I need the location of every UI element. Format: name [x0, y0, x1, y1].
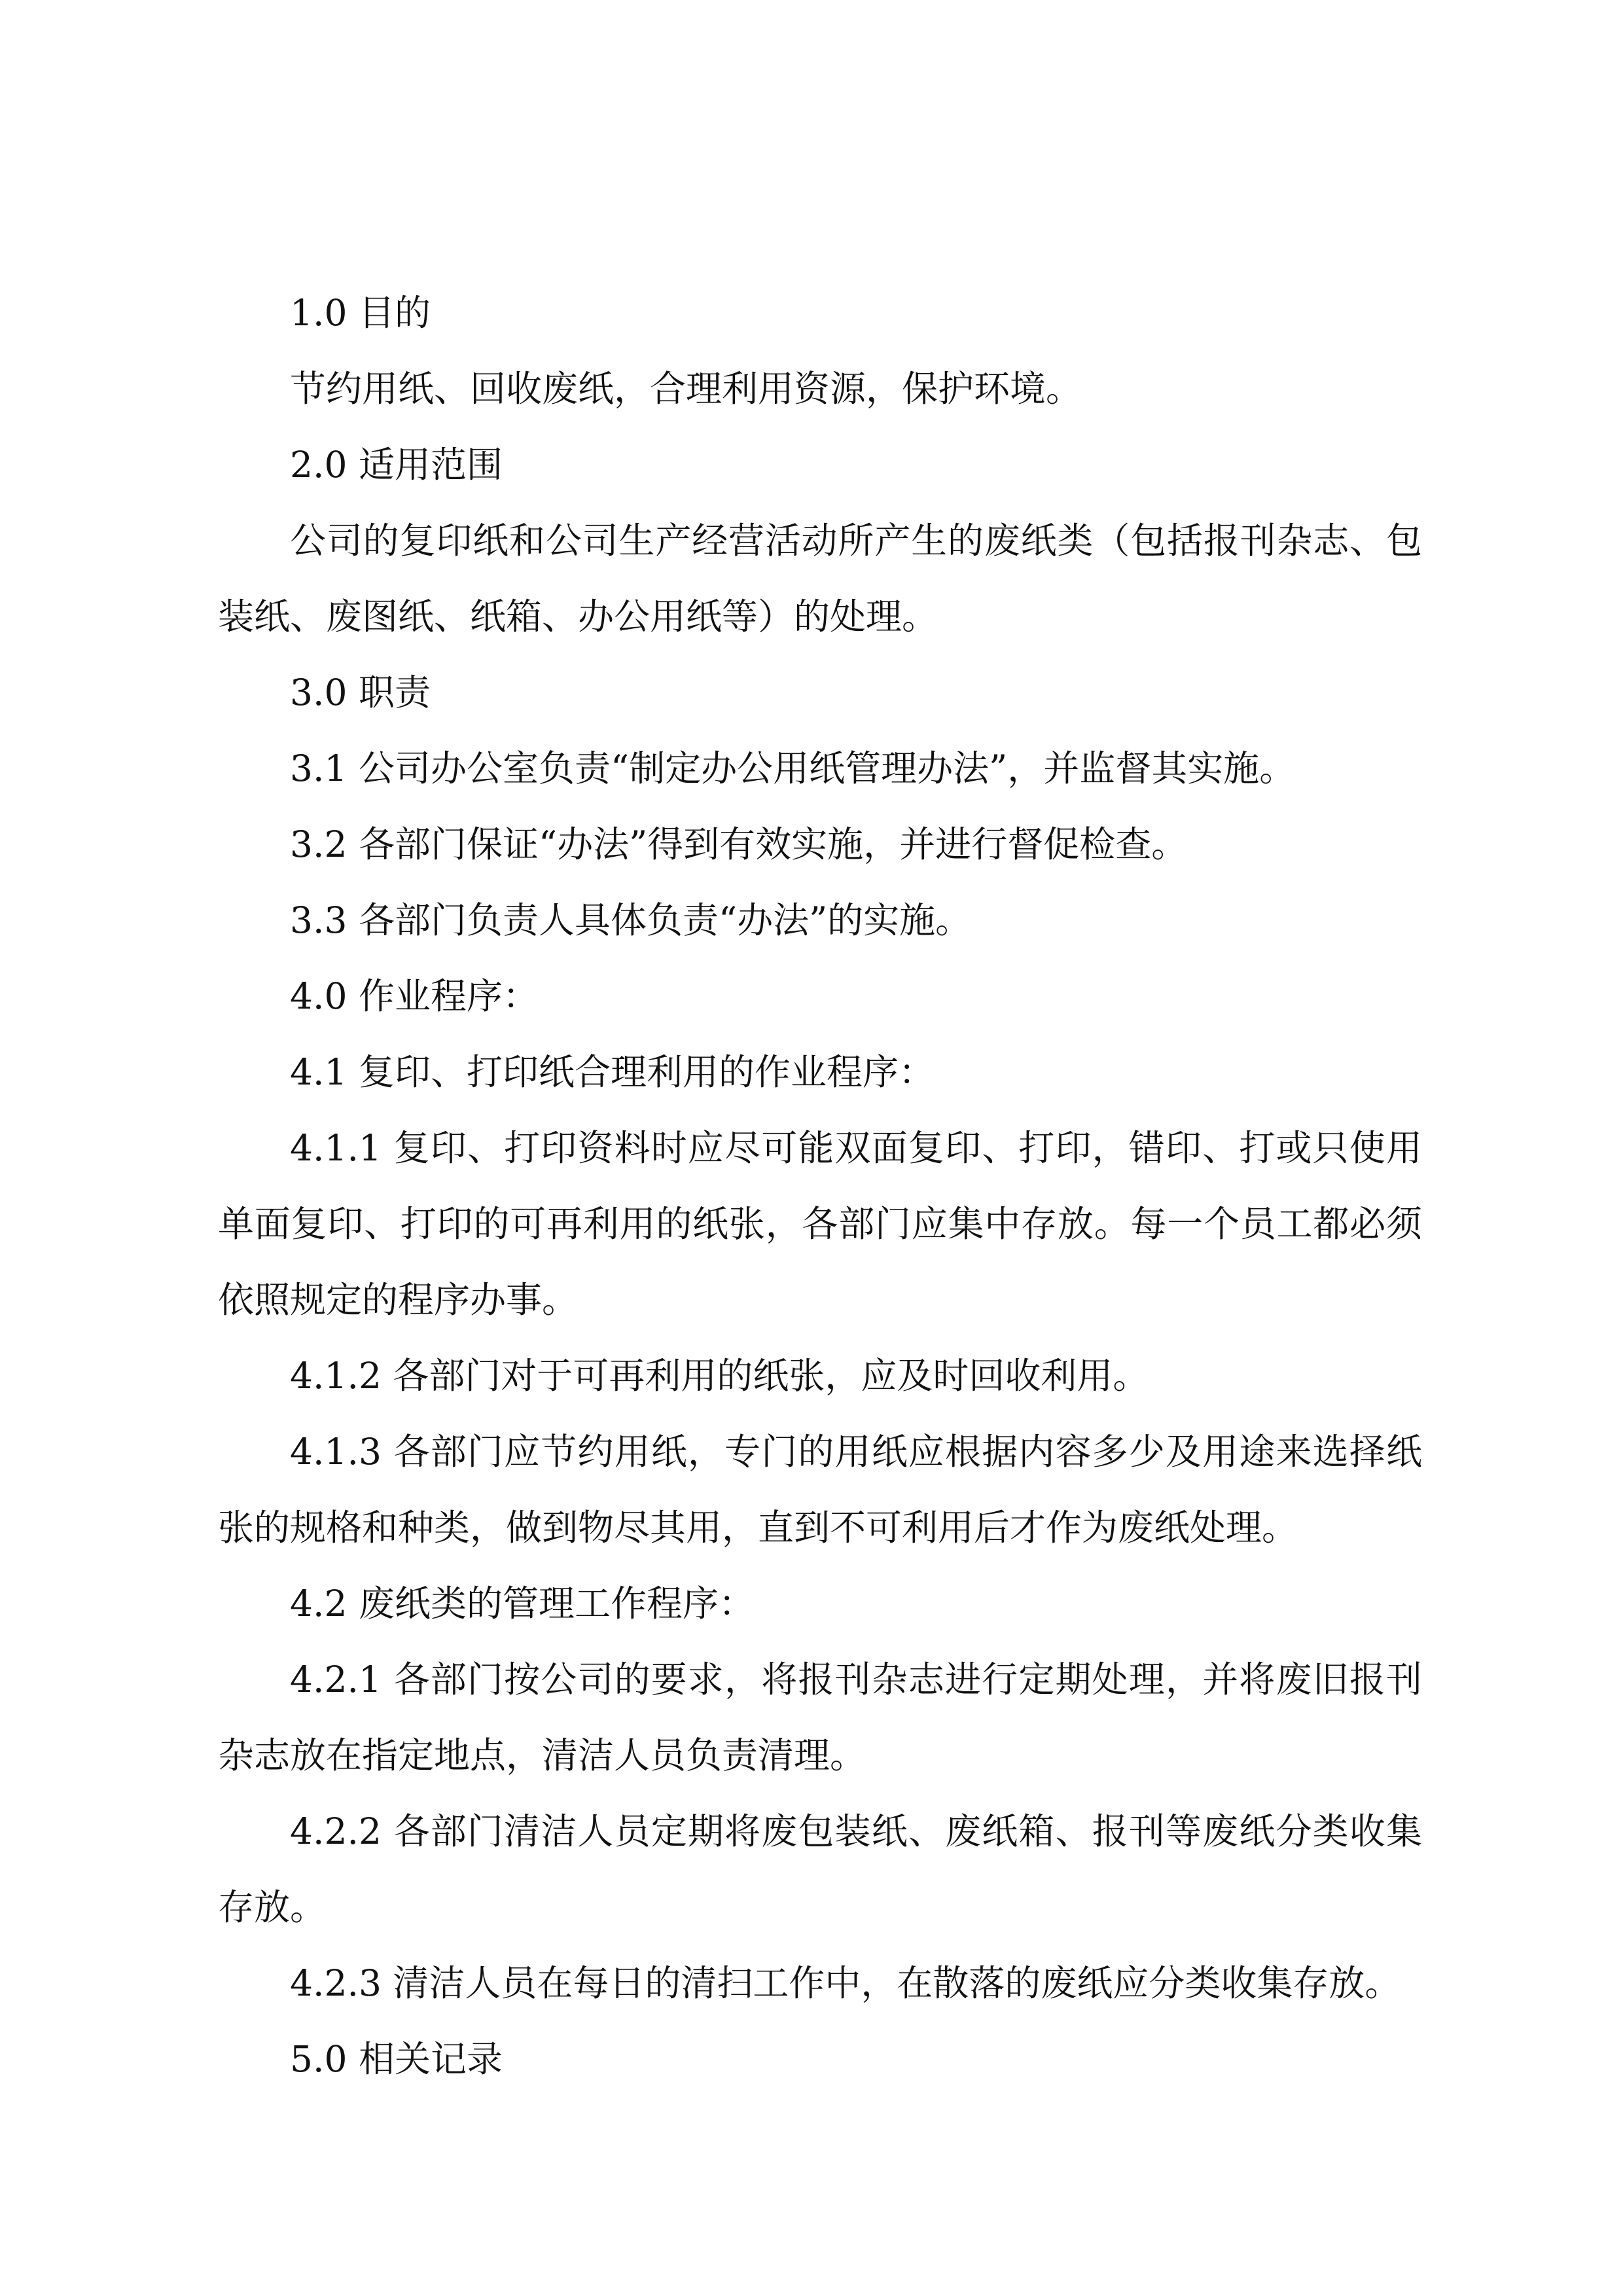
paragraph-3-3: 3.3 各部门负责人具体负责“办法”的实施。 — [290, 899, 972, 941]
document-body — [218, 275, 1422, 2097]
heading-responsibilities: 3.0 职责 — [290, 672, 431, 713]
heading-4-2: 4.2 废纸类的管理工作程序： — [290, 1583, 755, 1624]
paragraph-4-2-2: 4.2.2 各部门清洁人员定期将废包装纸、废纸箱、报刊等废纸分类收集存放。 — [218, 1810, 1422, 1928]
heading-4-1: 4.1 复印、打印纸合理利用的作业程序： — [290, 1051, 935, 1093]
paragraph-4-1-2: 4.1.2 各部门对于可再利用的纸张，应及时回收利用。 — [290, 1355, 1149, 1397]
paragraph-4-1-3: 4.1.3 各部门应节约用纸，专门的用纸应根据内容多少及用途来选择纸张的规格和种类，做到物尽其用，直到不可利用后才作为废纸处理。 — [218, 1431, 1422, 1549]
paragraph-4-1-1: 4.1.1 复印、打印资料时应尽可能双面复印、打印，错印、打或只使用单面复印、打印的可再利用的纸张，各部门应集中存放。每一个员工都必须依照规定的程序办事。 — [218, 1127, 1422, 1321]
paragraph-3-2: 3.2 各部门保证“办法”得到有效实施，并进行督促检查。 — [290, 823, 1188, 865]
heading-purpose: 1.0 目的 — [290, 292, 431, 334]
paragraph-4-2-3: 4.2.3 清洁人员在每日的清扫工作中，在散落的废纸应分类收集存放。 — [290, 1962, 1401, 2004]
paragraph-3-1: 3.1 公司办公室负责“制定办公用纸管理办法”，并监督其实施。 — [290, 747, 1296, 789]
paragraph-scope: 公司的复印纸和公司生产经营活动所产生的废纸类（包括报刊杂志、包装纸、废图纸、纸箱、办公用纸等）的处理。 — [218, 520, 1422, 637]
paragraph-purpose: 节约用纸、回收废纸，合理利用资源，保护环境。 — [290, 368, 1082, 410]
heading-procedures: 4.0 作业程序： — [290, 975, 539, 1017]
heading-records: 5.0 相关记录 — [290, 2038, 503, 2080]
heading-scope: 2.0 适用范围 — [290, 444, 503, 486]
paragraph-4-2-1: 4.2.1 各部门按公司的要求，将报刊杂志进行定期处理，并将废旧报刊杂志放在指定地点，清洁人员负责清理。 — [218, 1659, 1422, 1776]
